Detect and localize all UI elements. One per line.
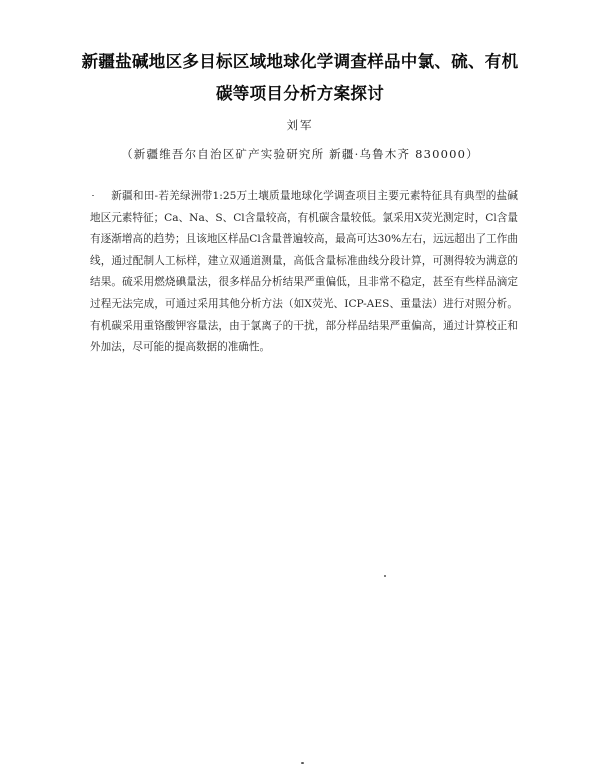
paper-title-line-2: 碳等项目分析方案探讨	[216, 84, 384, 103]
author-name: 刘军	[286, 118, 314, 132]
scan-speck	[92, 195, 94, 196]
author-affiliation: （新疆维吾尔自治区矿产实验研究所 新疆·乌鲁木齐 830000）	[121, 147, 479, 161]
abstract-paragraph: 新疆和田-若羌绿洲带1:25万土壤质量地球化学调查项目主要元素特征具有典型的盐碱地区元素特征；Ca、Na、S、Cl含量较高，有机碳含量较低。氯采用X荧光测定时，Cl含量有逐渐增高的趋势；且该地区样品Cl含量普遍较高，最高可达30%左右，远远超出了工作曲线，通过配制人工标样，建立双通道测量，高低含量标准曲线分段计算，可测得较为满意的结果。硫采用燃烧碘量法，很多样品分析结果严重偏低，且非常不稳定，甚至有些样品滴定过程无法完成，可通过采用其他分析方法（如X荧光、ICP-AES、重量法）进行对照分析。有机碳采用重铬酸钾容量法，由于氯离子的干扰，部分样品结果严重偏高，通过计算校正和外加法，尽可能的提高数据的准确性。	[90, 190, 518, 354]
scan-speck	[301, 762, 304, 764]
scan-speck	[384, 575, 386, 577]
paper-title-line-1: 新疆盐碱地区多目标区域地球化学调查样品中氯、硫、有机	[81, 52, 519, 71]
